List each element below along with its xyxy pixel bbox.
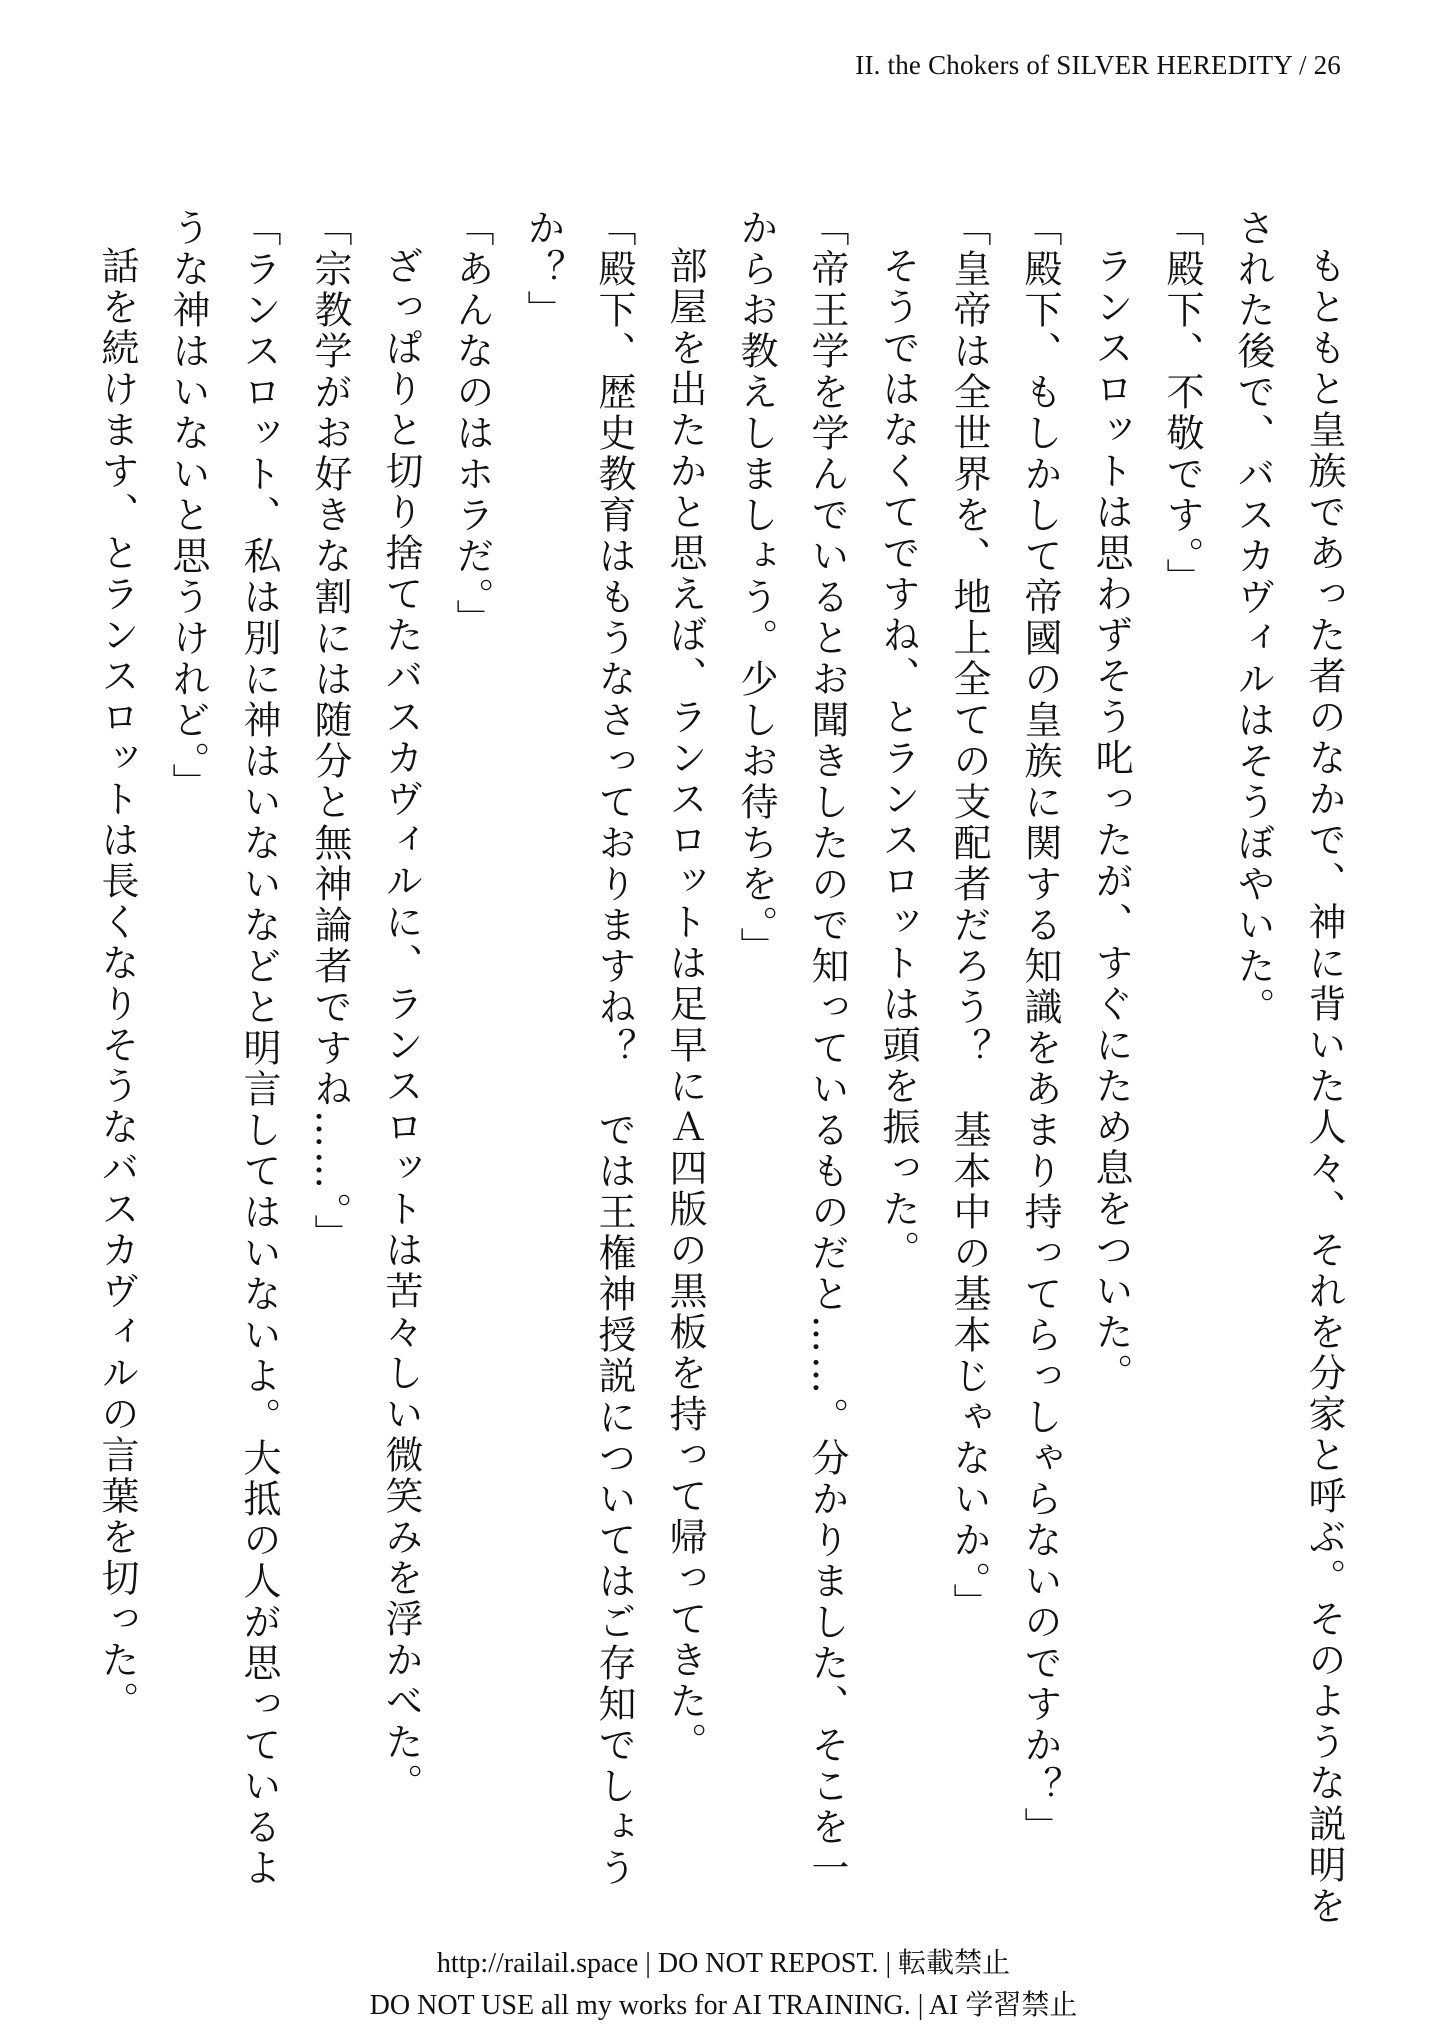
footer-notice-line-2: DO NOT USE all my works for AI TRAINING. | AI 学習禁止 xyxy=(369,1990,1078,2021)
paragraph-12: 「宗教学がお好きな割には随分と無神論者ですね……。」 xyxy=(308,208,352,1255)
paragraph-1: もともと皇族であった者のなかで、神に背いた人々、それを分家と呼ぶ。そのような説明をされた後で、バスカヴィルはそうぼやいた。 xyxy=(1231,208,1346,1927)
paragraph-2: 「殿下、不敬です。」 xyxy=(1160,208,1204,599)
footer-notice-line-1: http://railail.space | DO NOT REPOST. | 転載禁止 xyxy=(436,1948,1011,1979)
paragraph-14: 話を続けます、とランスロットは長くなりそうなバスカヴィルの言葉を切った。 xyxy=(95,246,139,1722)
paragraph-7: 「帝王学を学んでいるとお聞きしたので知っているものだと……。分かりました、そこを一からお教えしましょう。少しお待ちを。」 xyxy=(734,208,849,1889)
paragraph-6: そうではなくてですね、とランスロットは頭を振った。 xyxy=(876,246,920,1271)
vertical-body-text xyxy=(81,208,1359,1928)
paragraph-13: 「ランスロット、私は別に神はいないなどと明言してはいないよ。大抵の人が思っているような神はいないと思うけれど。」 xyxy=(166,208,281,1889)
paragraph-9: 「殿下、歴史教育はもうなさっておりますね？ では王権神授説についてはご存知でしょうか？」 xyxy=(521,208,636,1889)
paragraph-4: 「殿下、もしかして帝國の皇族に関する知識をあまり持ってらっしゃらないのですか？」 xyxy=(1018,208,1062,1848)
paragraph-5: 「皇帝は全世界を、地上全ての支配者だろう？ 基本中の基本じゃないか。」 xyxy=(947,208,991,1624)
paragraph-11: ざっぱりと切り捨てたバスカヴィルに、ランスロットは苦々しい微笑みを浮かべた。 xyxy=(379,246,423,1804)
running-header: II. the Chokers of SILVER HEREDITY / 26 xyxy=(855,50,1341,80)
paragraph-10: 「あんなのはホラだ。」 xyxy=(450,208,494,640)
paragraph-3: ランスロットは思わずそう叱ったが、すぐにため息をついた。 xyxy=(1089,246,1133,1394)
paragraph-8: 部屋を出たかと思えば、ランスロットは足早にＡ四版の黒板を持って帰ってきた。 xyxy=(663,246,707,1763)
